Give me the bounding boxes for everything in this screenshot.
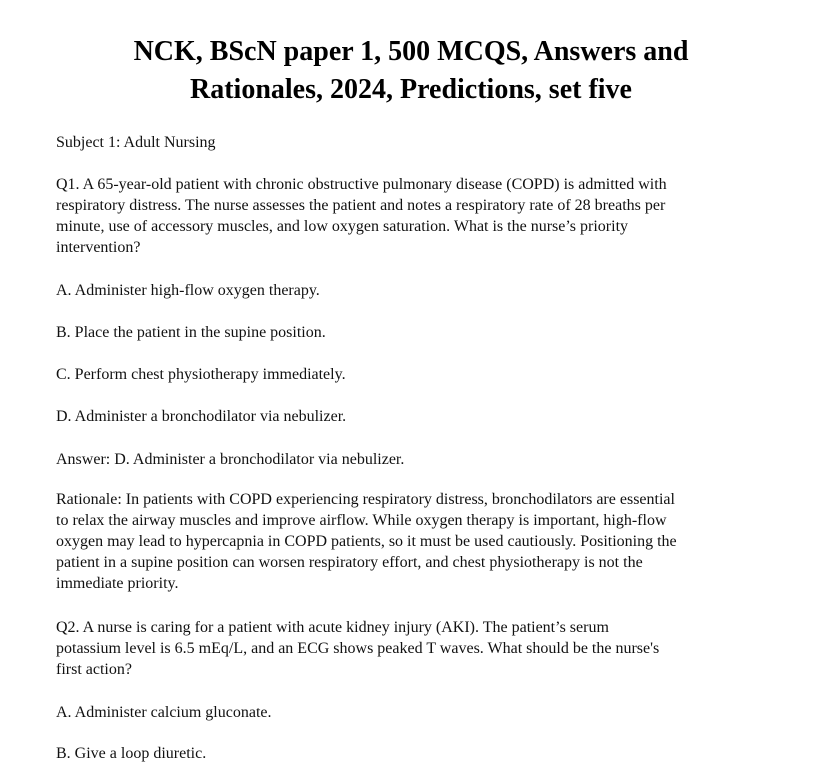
title-line: Rationales, 2024, Predictions, set five: [190, 74, 632, 105]
question-line: Q1. A 65-year-old patient with chronic obstructive pulmonary disease (COPD) is admitted with: [56, 176, 667, 193]
answer-option: D. Administer a bronchodilator via nebulizer.: [56, 408, 347, 425]
correct-answer: Answer: D. Administer a bronchodilator via nebulizer.: [56, 451, 405, 468]
question-line: potassium level is 6.5 mEq/L, and an ECG shows peaked T waves. What should be the nurse's: [56, 640, 660, 657]
answer-option: A. Administer high-flow oxygen therapy.: [56, 282, 320, 299]
question-line: Q2. A nurse is caring for a patient with acute kidney injury (AKI). The patient’s serum: [56, 619, 609, 636]
rationale: [56, 489, 677, 594]
rationale-line: Rationale: In patients with COPD experiencing respiratory distress, bronchodilators are essential: [56, 491, 675, 508]
question-line: minute, use of accessory muscles, and low oxygen saturation. What is the nurse’s priority: [56, 218, 629, 235]
question-line: intervention?: [56, 239, 141, 256]
title-line: NCK, BScN paper 1, 500 MCQS, Answers and: [133, 36, 689, 67]
answer-option: C. Perform chest physiotherapy immediately.: [56, 366, 346, 383]
question-line: first action?: [56, 661, 132, 678]
rationale-line: to relax the airway muscles and improve airflow. While oxygen therapy is important, high-flow: [56, 512, 667, 529]
rationale-line: oxygen may lead to hypercapnia in COPD patients, so it must be used cautiously. Positioning the: [56, 533, 677, 550]
document-title: [0, 33, 822, 109]
rationale-line: immediate priority.: [56, 575, 179, 592]
answer-option: A. Administer calcium gluconate.: [56, 704, 272, 721]
question-line: respiratory distress. The nurse assesses the patient and notes a respiratory rate of 28 breaths per: [56, 197, 666, 214]
question-stem: [56, 174, 667, 258]
question-stem: [56, 617, 659, 680]
rationale-line: patient in a supine position can worsen respiratory effort, and chest physiotherapy is not the: [56, 554, 643, 571]
answer-option: B. Place the patient in the supine position.: [56, 324, 326, 341]
subject-heading: Subject 1: Adult Nursing: [56, 134, 216, 151]
answer-option: B. Give a loop diuretic.: [56, 745, 207, 762]
